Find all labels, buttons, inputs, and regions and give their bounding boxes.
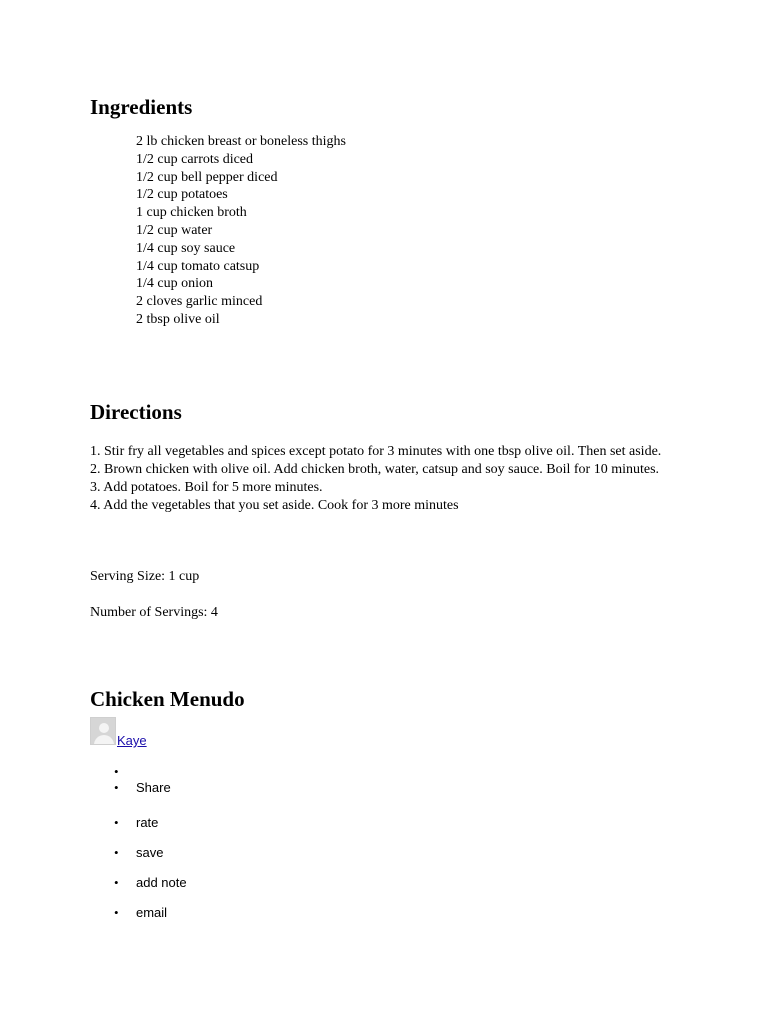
ingredient-item: 1/4 cup tomato catsup xyxy=(136,258,260,274)
ingredient-item: 1/4 cup soy sauce xyxy=(136,240,236,256)
bullet-icon: • xyxy=(114,905,119,920)
bullet-icon: • xyxy=(114,815,119,830)
bullet-icon: • xyxy=(114,764,119,779)
ingredient-item: 1/4 cup onion xyxy=(136,276,213,292)
ingredient-item: 1/2 cup potatoes xyxy=(136,187,228,203)
direction-step: 3. Add potatoes. Boil for 5 more minutes. xyxy=(90,480,323,495)
email-button[interactable]: email xyxy=(136,905,168,920)
direction-step: 4. Add the vegetables that you set aside. Cook for 3 more minutes xyxy=(90,498,459,513)
ingredient-item: 1/2 cup water xyxy=(136,222,213,238)
directions-heading: Directions xyxy=(90,400,182,424)
author-link[interactable]: Kaye xyxy=(117,733,147,748)
ingredient-item: 2 lb chicken breast or boneless thighs xyxy=(136,134,346,149)
ingredient-item: 1 cup chicken broth xyxy=(136,205,247,221)
serving-size: Serving Size: 1 cup xyxy=(90,569,200,584)
ingredient-item: 1/2 cup bell pepper diced xyxy=(136,169,278,185)
direction-step: 1. Stir fry all vegetables and spices except potato for 3 minutes with one tbsp olive oil. Then set aside. xyxy=(90,444,662,459)
user-avatar-icon[interactable] xyxy=(90,717,116,745)
bullet-icon: • xyxy=(114,845,119,860)
bullet-icon: • xyxy=(114,875,119,890)
direction-step: 2. Brown chicken with olive oil. Add chicken broth, water, catsup and soy sauce. Boil for 10 minutes. xyxy=(90,462,660,477)
ingredients-list xyxy=(136,133,346,329)
bullet-icon: • xyxy=(114,780,119,795)
ingredient-item: 1/2 cup carrots diced xyxy=(136,151,254,167)
number-of-servings: Number of Servings: 4 xyxy=(90,605,218,620)
recipe-title: Chicken Menudo xyxy=(90,687,245,711)
save-button[interactable]: save xyxy=(136,845,164,860)
ingredient-item: 2 cloves garlic minced xyxy=(136,294,263,310)
ingredient-item: 2 tbsp olive oil xyxy=(136,311,220,327)
rate-button[interactable]: rate xyxy=(136,815,159,830)
ingredients-heading: Ingredients xyxy=(90,95,193,119)
directions-steps xyxy=(90,443,690,515)
share-button[interactable]: Share xyxy=(136,780,171,795)
add-note-button[interactable]: add note xyxy=(136,875,187,890)
